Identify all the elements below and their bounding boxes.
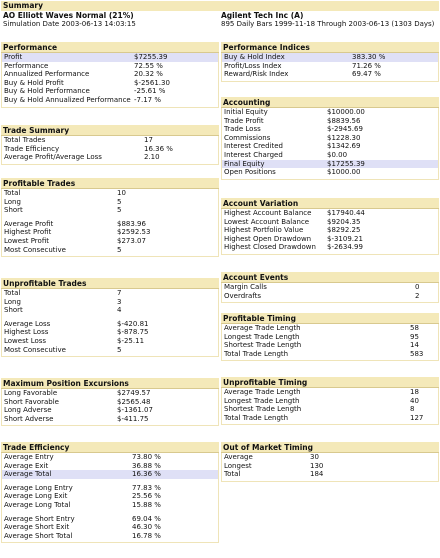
stat-value: $9204.35: [327, 217, 361, 226]
stat-value: 46.30 %: [132, 523, 161, 532]
stat-label: Short: [4, 206, 23, 215]
stat-value: 2.10: [144, 153, 160, 162]
stat-label: Shortest Trade Length: [224, 405, 302, 414]
stat-value: 40: [410, 396, 419, 405]
stat-row: [2, 484, 218, 493]
stat-row: [222, 160, 438, 169]
stat-row: [2, 237, 218, 246]
stat-row: [222, 283, 438, 292]
stat-value: 7: [117, 289, 122, 297]
stat-value: $8292.25: [327, 226, 361, 235]
stat-row: [222, 292, 438, 301]
stat-row: [222, 142, 438, 151]
stat-row: [222, 470, 438, 479]
stat-label: Average Trade Length: [224, 388, 301, 396]
stat-value: 36.88 %: [132, 461, 161, 470]
stat-row: [2, 206, 218, 215]
stat-value: 73.80 %: [132, 453, 161, 461]
panel-title: Trade Efficiency: [1, 442, 219, 453]
stat-label: Reward/Risk Index: [224, 70, 289, 79]
stat-value: 16.36 %: [144, 144, 173, 153]
stat-row: [222, 324, 438, 333]
stat-value: $7255.39: [134, 53, 168, 61]
panel-body: [1, 289, 219, 357]
stat-value: 2: [415, 291, 420, 300]
stat-row: [2, 198, 218, 207]
panel-profitable-timing: [221, 313, 439, 361]
stat-row: [2, 70, 218, 79]
panel-body: [1, 136, 219, 165]
stat-label: Short Adverse: [4, 414, 54, 423]
stat-row: [222, 108, 438, 117]
stat-label: Buy & Hold Annualized Performance: [4, 95, 131, 104]
stat-label: Total: [4, 189, 21, 197]
stat-value: $1000.00: [327, 168, 361, 177]
stat-label: Initial Equity: [224, 108, 268, 116]
panel-title: Profitable Trades: [1, 178, 219, 189]
stat-label: Highest Account Balance: [224, 209, 312, 217]
stat-value: $17255.39: [327, 159, 365, 168]
stat-value: 583: [410, 349, 424, 358]
stat-label: Margin Calls: [224, 283, 267, 291]
stat-row: [222, 235, 438, 244]
panel-title: Maximum Position Excursions: [1, 378, 219, 389]
panel-title: Accounting: [221, 97, 439, 108]
stat-row: [2, 79, 218, 88]
stat-label: Profit: [4, 53, 23, 61]
panel-title: Performance Indices: [221, 42, 439, 53]
stat-value: $1228.30: [327, 133, 361, 142]
stat-row: [222, 243, 438, 252]
stat-label: Buy & Hold Performance: [4, 87, 90, 96]
stat-value: 16.36 %: [132, 470, 161, 479]
panel-unprofitable-trades: [1, 278, 219, 357]
stat-row: [2, 523, 218, 532]
panel-unprofitable-timing: [221, 377, 439, 425]
stat-row: [2, 415, 218, 424]
stat-label: Long Adverse: [4, 406, 52, 415]
stat-value: 3: [117, 297, 122, 306]
panel-title: Profitable Timing: [221, 313, 439, 324]
stat-label: Average Loss: [4, 319, 51, 328]
stat-value: $2749.57: [117, 389, 151, 397]
stat-row: [222, 70, 438, 79]
stat-value: 18: [410, 388, 419, 396]
stat-label: Final Equity: [224, 159, 265, 168]
stat-label: Average Long Total: [4, 500, 71, 509]
stat-row: [222, 333, 438, 342]
stat-row: [2, 515, 218, 524]
stat-label: Average Long Exit: [4, 492, 68, 501]
stat-value: 17: [144, 136, 153, 144]
stat-row: [2, 145, 218, 154]
simulation-period: 895 Daily Bars 1999-11-18 Through 2003-06-13 (1303 Days): [221, 20, 435, 28]
stat-row: [222, 53, 438, 62]
stat-value: 69.04 %: [132, 514, 161, 523]
stat-row: [2, 492, 218, 501]
stat-label: Average Exit: [4, 461, 49, 470]
panel-out-of-market-timing: [221, 442, 439, 482]
stat-value: 30: [310, 453, 319, 461]
stat-label: Average Trade Length: [224, 324, 301, 332]
panel-body: [1, 453, 219, 543]
stat-row: [2, 306, 218, 315]
stat-label: Average Short Exit: [4, 523, 70, 532]
stat-value: $2592.53: [117, 228, 151, 237]
summary-title: Summary: [1, 1, 439, 11]
stat-label: Average: [224, 453, 253, 461]
stat-row: [222, 117, 438, 126]
stat-label: Highest Closed Drawdown: [224, 243, 316, 252]
panel-trade-summary: [1, 125, 219, 165]
stat-value: $883.96: [117, 219, 146, 228]
stat-row: [222, 151, 438, 160]
header-row-2: [1, 20, 439, 29]
stat-row: [222, 462, 438, 471]
stat-value: 5: [117, 206, 122, 215]
stat-value: $-1361.07: [117, 406, 153, 415]
stat-label: Longest: [224, 461, 252, 470]
stat-value: 72.55 %: [134, 61, 163, 70]
stat-label: Interest Credited: [224, 142, 284, 151]
stat-value: $1342.69: [327, 142, 361, 151]
panel-accounting: [221, 97, 439, 180]
stat-row: [2, 228, 218, 237]
symbol-name: Agilent Tech Inc (A): [221, 11, 304, 20]
stat-label: Highest Open Drawdown: [224, 234, 312, 243]
stat-value: $-2561.30: [134, 78, 170, 87]
stat-value: 4: [117, 306, 122, 315]
stat-value: $-2945.69: [327, 125, 363, 134]
stat-label: Highest Profit: [4, 228, 52, 237]
panel-body: [221, 283, 439, 303]
stat-label: Open Positions: [224, 168, 276, 177]
stat-value: 71.26 %: [352, 61, 381, 70]
panel-title: Trade Summary: [1, 125, 219, 136]
panel-body: [1, 189, 219, 257]
stat-row: [2, 398, 218, 407]
stat-label: Overdrafts: [224, 291, 262, 300]
stat-row: [2, 289, 218, 298]
panel-account-variation: [221, 198, 439, 255]
stat-label: Performance: [4, 61, 49, 70]
panel-body: [1, 53, 219, 108]
panel-title: Out of Market Timing: [221, 442, 439, 453]
stat-value: $-3109.21: [327, 234, 363, 243]
stat-row: [2, 532, 218, 541]
stat-row: [222, 209, 438, 218]
stat-label: Interest Charged: [224, 150, 283, 159]
stat-value: $-878.75: [117, 328, 149, 337]
stat-value: -7.17 %: [134, 95, 161, 104]
stat-label: Commissions: [224, 133, 271, 142]
stat-label: Lowest Loss: [4, 336, 47, 345]
stat-row: [2, 246, 218, 255]
stat-label: Highest Portfolio Value: [224, 226, 304, 235]
panel-performance: [1, 42, 219, 108]
stat-row: [2, 62, 218, 71]
stat-label: Annualized Performance: [4, 70, 90, 79]
stat-label: Long: [4, 297, 21, 306]
panel-title: Account Variation: [221, 198, 439, 209]
stat-row: [222, 350, 438, 359]
stat-value: 383.30 %: [352, 53, 386, 61]
stat-label: Short: [4, 306, 23, 315]
stat-label: Total: [224, 470, 241, 479]
stat-label: Longest Trade Length: [224, 396, 300, 405]
stat-label: Shortest Trade Length: [224, 341, 302, 350]
panel-title: Performance: [1, 42, 219, 53]
stat-value: 15.88 %: [132, 500, 161, 509]
panel-body: [221, 108, 439, 180]
stat-row: [2, 453, 218, 462]
stat-label: Total: [4, 289, 21, 297]
stat-label: Long Favorable: [4, 389, 58, 397]
stat-value: 8: [410, 405, 415, 414]
stat-row: [222, 226, 438, 235]
stat-label: Highest Loss: [4, 328, 49, 337]
stat-value: 77.83 %: [132, 483, 161, 492]
panel-performance-indices: [221, 42, 439, 82]
panel-max-position-excursions: [1, 378, 219, 426]
stat-value: 25.56 %: [132, 492, 161, 501]
stat-value: $10000.00: [327, 108, 365, 116]
stat-row: [2, 53, 218, 62]
panel-body: [221, 209, 439, 255]
stat-row: [2, 153, 218, 162]
panel-body: [221, 388, 439, 425]
stat-label: Most Consecutive: [4, 245, 66, 254]
panel-title: Account Events: [221, 272, 439, 283]
stat-row: [222, 453, 438, 462]
stat-row: [2, 406, 218, 415]
stat-label: Total Trades: [4, 136, 46, 144]
stat-value: 130: [310, 461, 324, 470]
stat-row: [222, 62, 438, 71]
stat-row: [2, 320, 218, 329]
stat-row: [222, 125, 438, 134]
stat-row: [2, 346, 218, 355]
stat-label: Most Consecutive: [4, 345, 66, 354]
stat-row: [2, 337, 218, 346]
stat-value: 127: [410, 413, 424, 422]
panel-account-events: [221, 272, 439, 303]
panel-profitable-trades: [1, 178, 219, 257]
stat-label: Trade Efficiency: [4, 144, 60, 153]
stat-row: [222, 397, 438, 406]
stat-label: Average Long Entry: [4, 483, 73, 492]
panel-title: Unprofitable Timing: [221, 377, 439, 388]
stat-label: Longest Trade Length: [224, 332, 300, 341]
stat-label: Profit/Loss Index: [224, 61, 282, 70]
stat-value: 14: [410, 341, 419, 350]
stat-label: Buy & Hold Profit: [4, 78, 64, 87]
stat-label: Average Short Total: [4, 531, 73, 540]
panel-trade-efficiency: [1, 442, 219, 543]
stat-row: [2, 189, 218, 198]
stat-value: 95: [410, 332, 419, 341]
stat-row: [2, 328, 218, 337]
stat-label: Trade Profit: [224, 116, 264, 125]
stat-label: Average Profit: [4, 219, 54, 228]
stat-value: $-2634.99: [327, 243, 363, 252]
stat-label: Trade Loss: [224, 125, 261, 134]
simulation-date: Simulation Date 2003-06-13 14:03:15: [3, 20, 136, 28]
stat-value: 5: [117, 345, 122, 354]
stat-value: 69.47 %: [352, 70, 381, 79]
stat-value: $-25.11: [117, 336, 145, 345]
stat-row: [2, 96, 218, 105]
stat-value: 5: [117, 197, 122, 206]
stat-row: [2, 470, 218, 479]
stat-label: Average Entry: [4, 453, 54, 461]
stat-row: [2, 87, 218, 96]
stat-value: $8839.56: [327, 116, 361, 125]
stat-value: $-420.81: [117, 319, 149, 328]
stat-value: 20.32 %: [134, 70, 163, 79]
stat-label: Total Trade Length: [224, 349, 289, 358]
stat-row: [222, 414, 438, 423]
stat-value: -25.61 %: [134, 87, 166, 96]
panel-body: [221, 453, 439, 482]
stat-value: $273.07: [117, 236, 146, 245]
stat-label: Lowest Profit: [4, 236, 49, 245]
stat-label: Average Total: [4, 470, 52, 479]
stat-value: $17940.44: [327, 209, 365, 217]
stat-label: Short Favorable: [4, 397, 59, 406]
stat-value: 0: [415, 283, 420, 291]
stat-row: [222, 218, 438, 227]
stat-value: 5: [117, 245, 122, 254]
stat-value: $-411.75: [117, 414, 149, 423]
stat-value: 58: [410, 324, 419, 332]
stat-label: Average Short Entry: [4, 514, 75, 523]
strategy-name: AO Elliott Waves Normal (21%): [3, 11, 134, 20]
stat-label: Total Trade Length: [224, 413, 289, 422]
stat-row: [2, 220, 218, 229]
stat-row: [2, 462, 218, 471]
stat-value: 10: [117, 189, 126, 197]
stat-row: [222, 168, 438, 177]
stat-row: [222, 134, 438, 143]
stat-row: [2, 389, 218, 398]
panel-title: Unprofitable Trades: [1, 278, 219, 289]
stat-label: Long: [4, 197, 21, 206]
panel-body: [1, 389, 219, 426]
stat-value: 184: [310, 470, 324, 479]
stat-row: [2, 501, 218, 510]
stat-row: [2, 136, 218, 145]
panel-body: [221, 324, 439, 361]
stat-row: [2, 298, 218, 307]
stat-label: Lowest Account Balance: [224, 217, 310, 226]
panel-body: [221, 53, 439, 82]
stat-label: Average Profit/Average Loss: [4, 153, 102, 162]
stat-row: [222, 388, 438, 397]
stat-row: [222, 405, 438, 414]
stat-value: 16.78 %: [132, 531, 161, 540]
stat-row: [222, 341, 438, 350]
stat-value: $0.00: [327, 150, 348, 159]
stat-value: $2565.48: [117, 397, 151, 406]
stat-label: Buy & Hold Index: [224, 53, 285, 61]
header-row-1: [1, 11, 439, 20]
